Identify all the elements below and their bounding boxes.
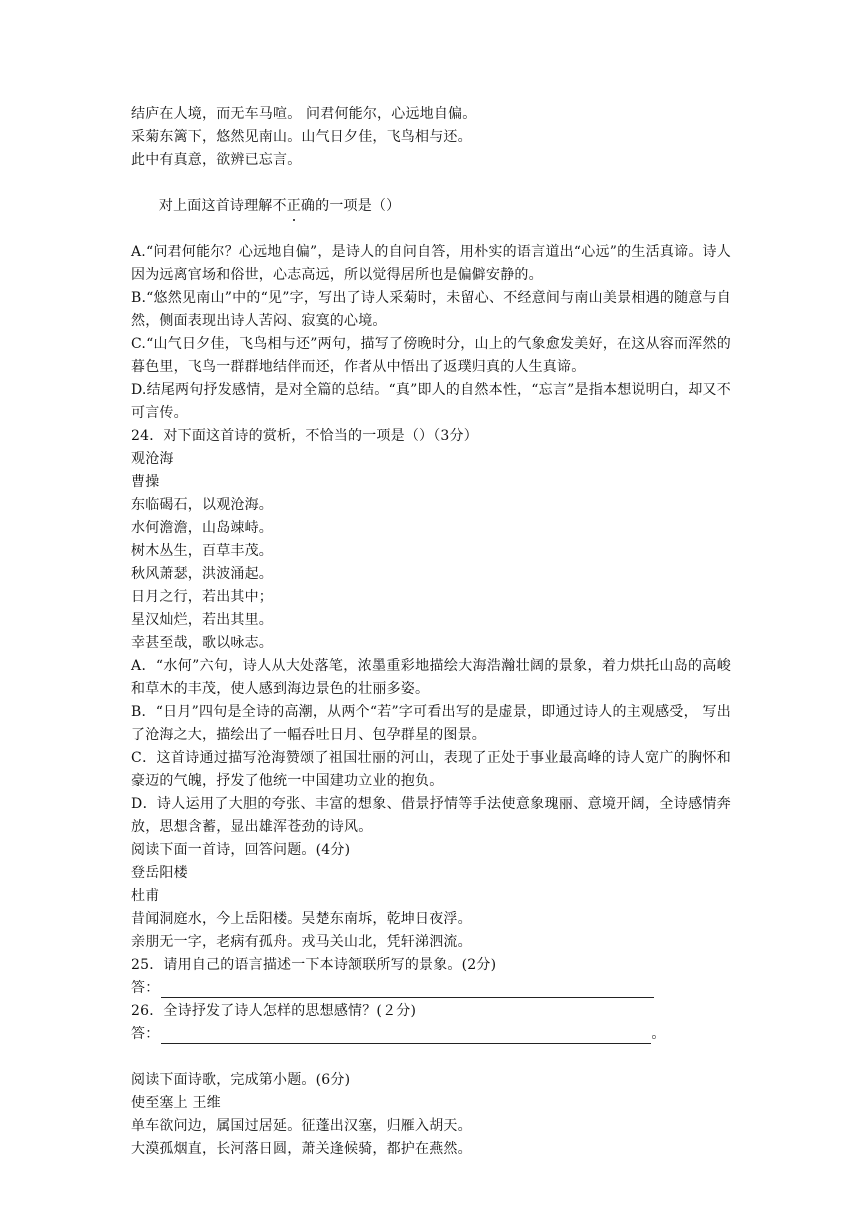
question-24-option-d: D．诗人运用了大胆的夸张、丰富的想象、借景抒情等手法使意象瑰丽、意境开阔，全诗感情奔放，思想含蓄，显出雄浑苍劲的诗风。	[131, 796, 731, 835]
poem4-title-author: 使至塞上 王维	[131, 1095, 221, 1111]
poem1-line-2: 采菊东篱下，悠然见南山。山气日夕佳，飞鸟相与还。	[131, 129, 472, 145]
question-23-option-a: A.“问君何能尔？心远地自偏”，是诗人的自问自答，用朴实的语言道出“心远”的生活真谛。诗人因为远离官场和俗世，心志高远，所以觉得居所也是偏僻安静的。	[131, 244, 731, 283]
question-23-stem	[131, 172, 731, 241]
question-26-stem: 26．全诗抒发了诗人怎样的思想感情？(２分)	[131, 1003, 417, 1019]
question-23-option-d: D.结尾两句抒发感情，是对全篇的总结。“真”即人的自然本性，“忘言”是指本想说明白，却又不可言传。	[131, 382, 731, 421]
question-25-answer-blank[interactable]	[161, 980, 654, 998]
question-25-answer	[131, 977, 731, 1000]
question-26-answer-label: 答：	[131, 1026, 160, 1042]
question-26-answer-blank[interactable]	[161, 1026, 651, 1044]
section-3-intro: 阅读下面诗歌，完成第小题。(6分)	[131, 1072, 351, 1088]
poem3-line-2: 亲朋无一字，老病有孤舟。戎马关山北，凭轩涕泗流。	[131, 934, 472, 950]
question-23-option-b: B.“悠然见南山”中的“见”字，写出了诗人采菊时，未留心、不经意间与南山美景相遇的随意与自然，侧面表现出诗人苦闷、寂寞的心境。	[131, 290, 731, 329]
question-25-answer-label: 答：	[131, 980, 160, 996]
poem2-line-7: 幸甚至哉，歌以咏志。	[131, 635, 273, 651]
question-24-option-a: A．“水何”六句，诗人从大处落笔，浓墨重彩地描绘大海浩瀚壮阔的景象，着力烘托山岛的高峻和草木的丰茂，使人感到海边景色的壮丽多姿。	[131, 658, 731, 697]
question-24-option-b: B．“日月”四句是全诗的高潮，从两个“若”字可看出写的是虚景，即通过诗人的主观感受， 写出了沧海之大，描绘出了一幅吞吐日月、包孕群星的图景。	[131, 704, 731, 743]
poem2-line-6: 星汉灿烂，若出其里。	[131, 612, 273, 628]
poem4-line-2: 大漠孤烟直，长河落日圆，萧关逢候骑，都护在燕然。	[131, 1141, 472, 1157]
question-23-option-c: C.“山气日夕佳，飞鸟相与还”两句，描写了傍晚时分，山上的气象愈发美好，在这从容而浑然的暮色里，飞鸟一群群地结伴而还，作者从中悟出了返璞归真的人生真谛。	[131, 336, 731, 375]
question-23-emphasis: 不正确	[273, 195, 316, 218]
question-24-stem: 24．对下面这首诗的赏析，不恰当的一项是（）（3分）	[131, 428, 478, 444]
poem2-line-3: 树木丛生，百草丰茂。	[131, 543, 273, 559]
poem2-line-4: 秋风萧瑟，洪波涌起。	[131, 566, 273, 582]
poem2-line-5: 日月之行，若出其中；	[131, 589, 273, 605]
question-23-prefix: 对上面这首诗理解	[158, 198, 273, 214]
section-2-intro: 阅读下面一首诗，回答问题。(4分)	[131, 842, 351, 858]
question-23-suffix: 的一项是（）	[315, 198, 401, 214]
poem3-title: 登岳阳楼	[131, 865, 188, 881]
poem1-line-3: 此中有真意，欲辨已忘言。	[131, 152, 302, 168]
question-26-answer-period: 。	[651, 1026, 666, 1042]
poem3-author: 杜甫	[131, 888, 160, 904]
section-gap	[131, 1046, 731, 1069]
question-24-option-c: C．这首诗通过描写沧海赞颂了祖国壮丽的河山，表现了正处于事业最高峰的诗人宽广的胸怀和豪迈的气魄，抒发了他统一中国建功立业的抱负。	[131, 750, 731, 789]
poem2-author: 曹操	[131, 474, 160, 490]
poem3-line-1: 昔闻洞庭水，今上岳阳楼。吴楚东南坼，乾坤日夜浮。	[131, 911, 472, 927]
poem2-line-2: 水何澹澹，山岛竦峙。	[131, 520, 273, 536]
poem1-line-1: 结庐在人境，而无车马喧。 问君何能尔，心远地自偏。	[131, 106, 477, 122]
document-content	[131, 103, 731, 1161]
poem4-line-1: 单车欲问边，属国过居延。征蓬出汉塞，归雁入胡天。	[131, 1118, 472, 1134]
poem2-title: 观沧海	[131, 451, 174, 467]
question-26-answer	[131, 1023, 731, 1046]
poem2-line-1: 东临碣石，以观沧海。	[131, 497, 273, 513]
question-25-stem: 25．请用自己的语言描述一下本诗颔联所写的景象。(2分)	[131, 957, 497, 973]
